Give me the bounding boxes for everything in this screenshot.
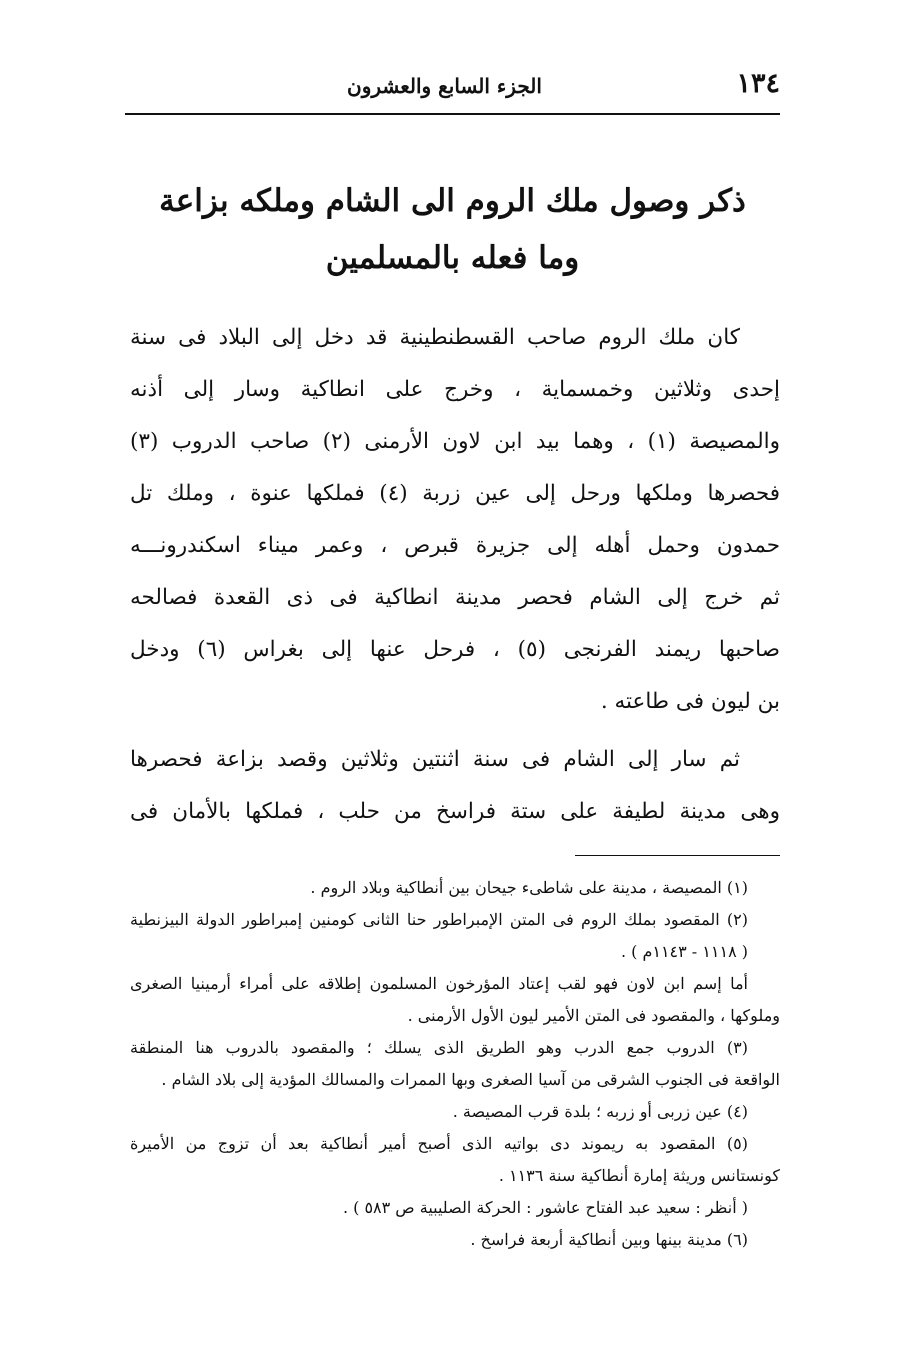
footnote-5: (٥) المقصود به ريموند دى بواتيه الذى أصبح أمير أنطاكية بعد أن تزوج من الأميرة [130, 1134, 748, 1153]
text-line: حمدون وحمل أهله إلى جزيرة قبرص ، وعمر ميناء اسكندرونـــه [130, 533, 780, 558]
footnote-3: (٣) الدروب جمع الدرب وهو الطريق الذى يسلك ؛ والمقصود بالدروب هنا المنطقة [130, 1038, 748, 1057]
text-line: إحدى وثلاثين وخمسماية ، وخرج على انطاكية وسار إلى أذنه [130, 377, 780, 402]
header-rule [125, 113, 780, 115]
footnote-5-ref: ( أنظر : سعيد عبد الفتاح عاشور : الحركة الصليبية ص ٥٨٣ ) . [342, 1198, 748, 1217]
text-line: كان ملك الروم صاحب القسطنطينية قد دخل إلى البلاد فى سنة [130, 325, 740, 350]
footnote-2-note: أما إسم ابن لاون فهو لقب إعتاد المؤرخون المسلمون إطلاقه على أمراء أرمينيا الصغرى [130, 974, 748, 993]
footnote-5-cont: كونستانس وريثة إمارة أنطاكية سنة ١١٣٦ . [498, 1166, 780, 1185]
page-number: ١٣٤ [736, 68, 780, 99]
chapter-title-line-2: وما فعله بالمسلمين [325, 240, 580, 276]
text-line: والمصيصة (١) ، وهما بيد ابن لاون الأرمنى (٢) صاحب الدروب (٣) [130, 429, 780, 454]
footnote-1: (١) المصيصة ، مدينة على شاطىء جيحان بين أنطاكية وبلاد الروم . [310, 878, 748, 897]
paragraph-2 [130, 734, 780, 838]
text-line: صاحبها ريمند الفرنجى (٥) ، فرحل عنها إلى بغراس (٦) ودخل [130, 637, 780, 662]
text-line: ثم سار إلى الشام فى سنة اثنتين وثلاثين وقصد بزاعة فحصرها [130, 747, 740, 772]
running-title: الجزء السابع والعشرون [347, 74, 542, 98]
text-line: بن ليون فى طاعته . [600, 689, 780, 714]
footnote-6: (٦) مدينة بينها وبين أنطاكية أربعة فراسخ . [470, 1230, 748, 1249]
footnote-2-note-cont: وملوكها ، والمقصود فى المتن الأمير ليون الأول الأرمنى . [407, 1006, 780, 1025]
page-header [125, 68, 780, 108]
text-line: وهى مدينة لطيفة على ستة فراسخ من حلب ، فملكها بالأمان فى [130, 799, 780, 824]
footnote-3-cont: الواقعة فى الجنوب الشرقى من آسيا الصغرى وبها الممرات والمسالك المؤدية إلى بلاد الشام . [161, 1070, 780, 1089]
chapter-title-line-1: ذكر وصول ملك الروم الى الشام وملكه بزاعة [159, 183, 746, 219]
footnote-2-cont: ( ١١١٨ - ١١٤٣م ) . [620, 942, 748, 961]
text-line: فحصرها وملكها ورحل إلى عين زربة (٤) فملكها عنوة ، وملك تل [130, 481, 781, 506]
footnotes [130, 872, 780, 1256]
paragraph-1 [130, 312, 780, 728]
footnote-rule [575, 855, 780, 856]
footnote-2: (٢) المقصود بملك الروم فى المتن الإمبراطور حنا الثانى كومنين إمبراطور الدولة البيزنطية [130, 910, 748, 929]
text-line: ثم خرج إلى الشام فحصر مدينة انطاكية فى ذى القعدة فصالحه [130, 585, 780, 610]
footnote-4: (٤) عين زربى أو زربه ؛ بلدة قرب المصيصة . [452, 1102, 748, 1121]
